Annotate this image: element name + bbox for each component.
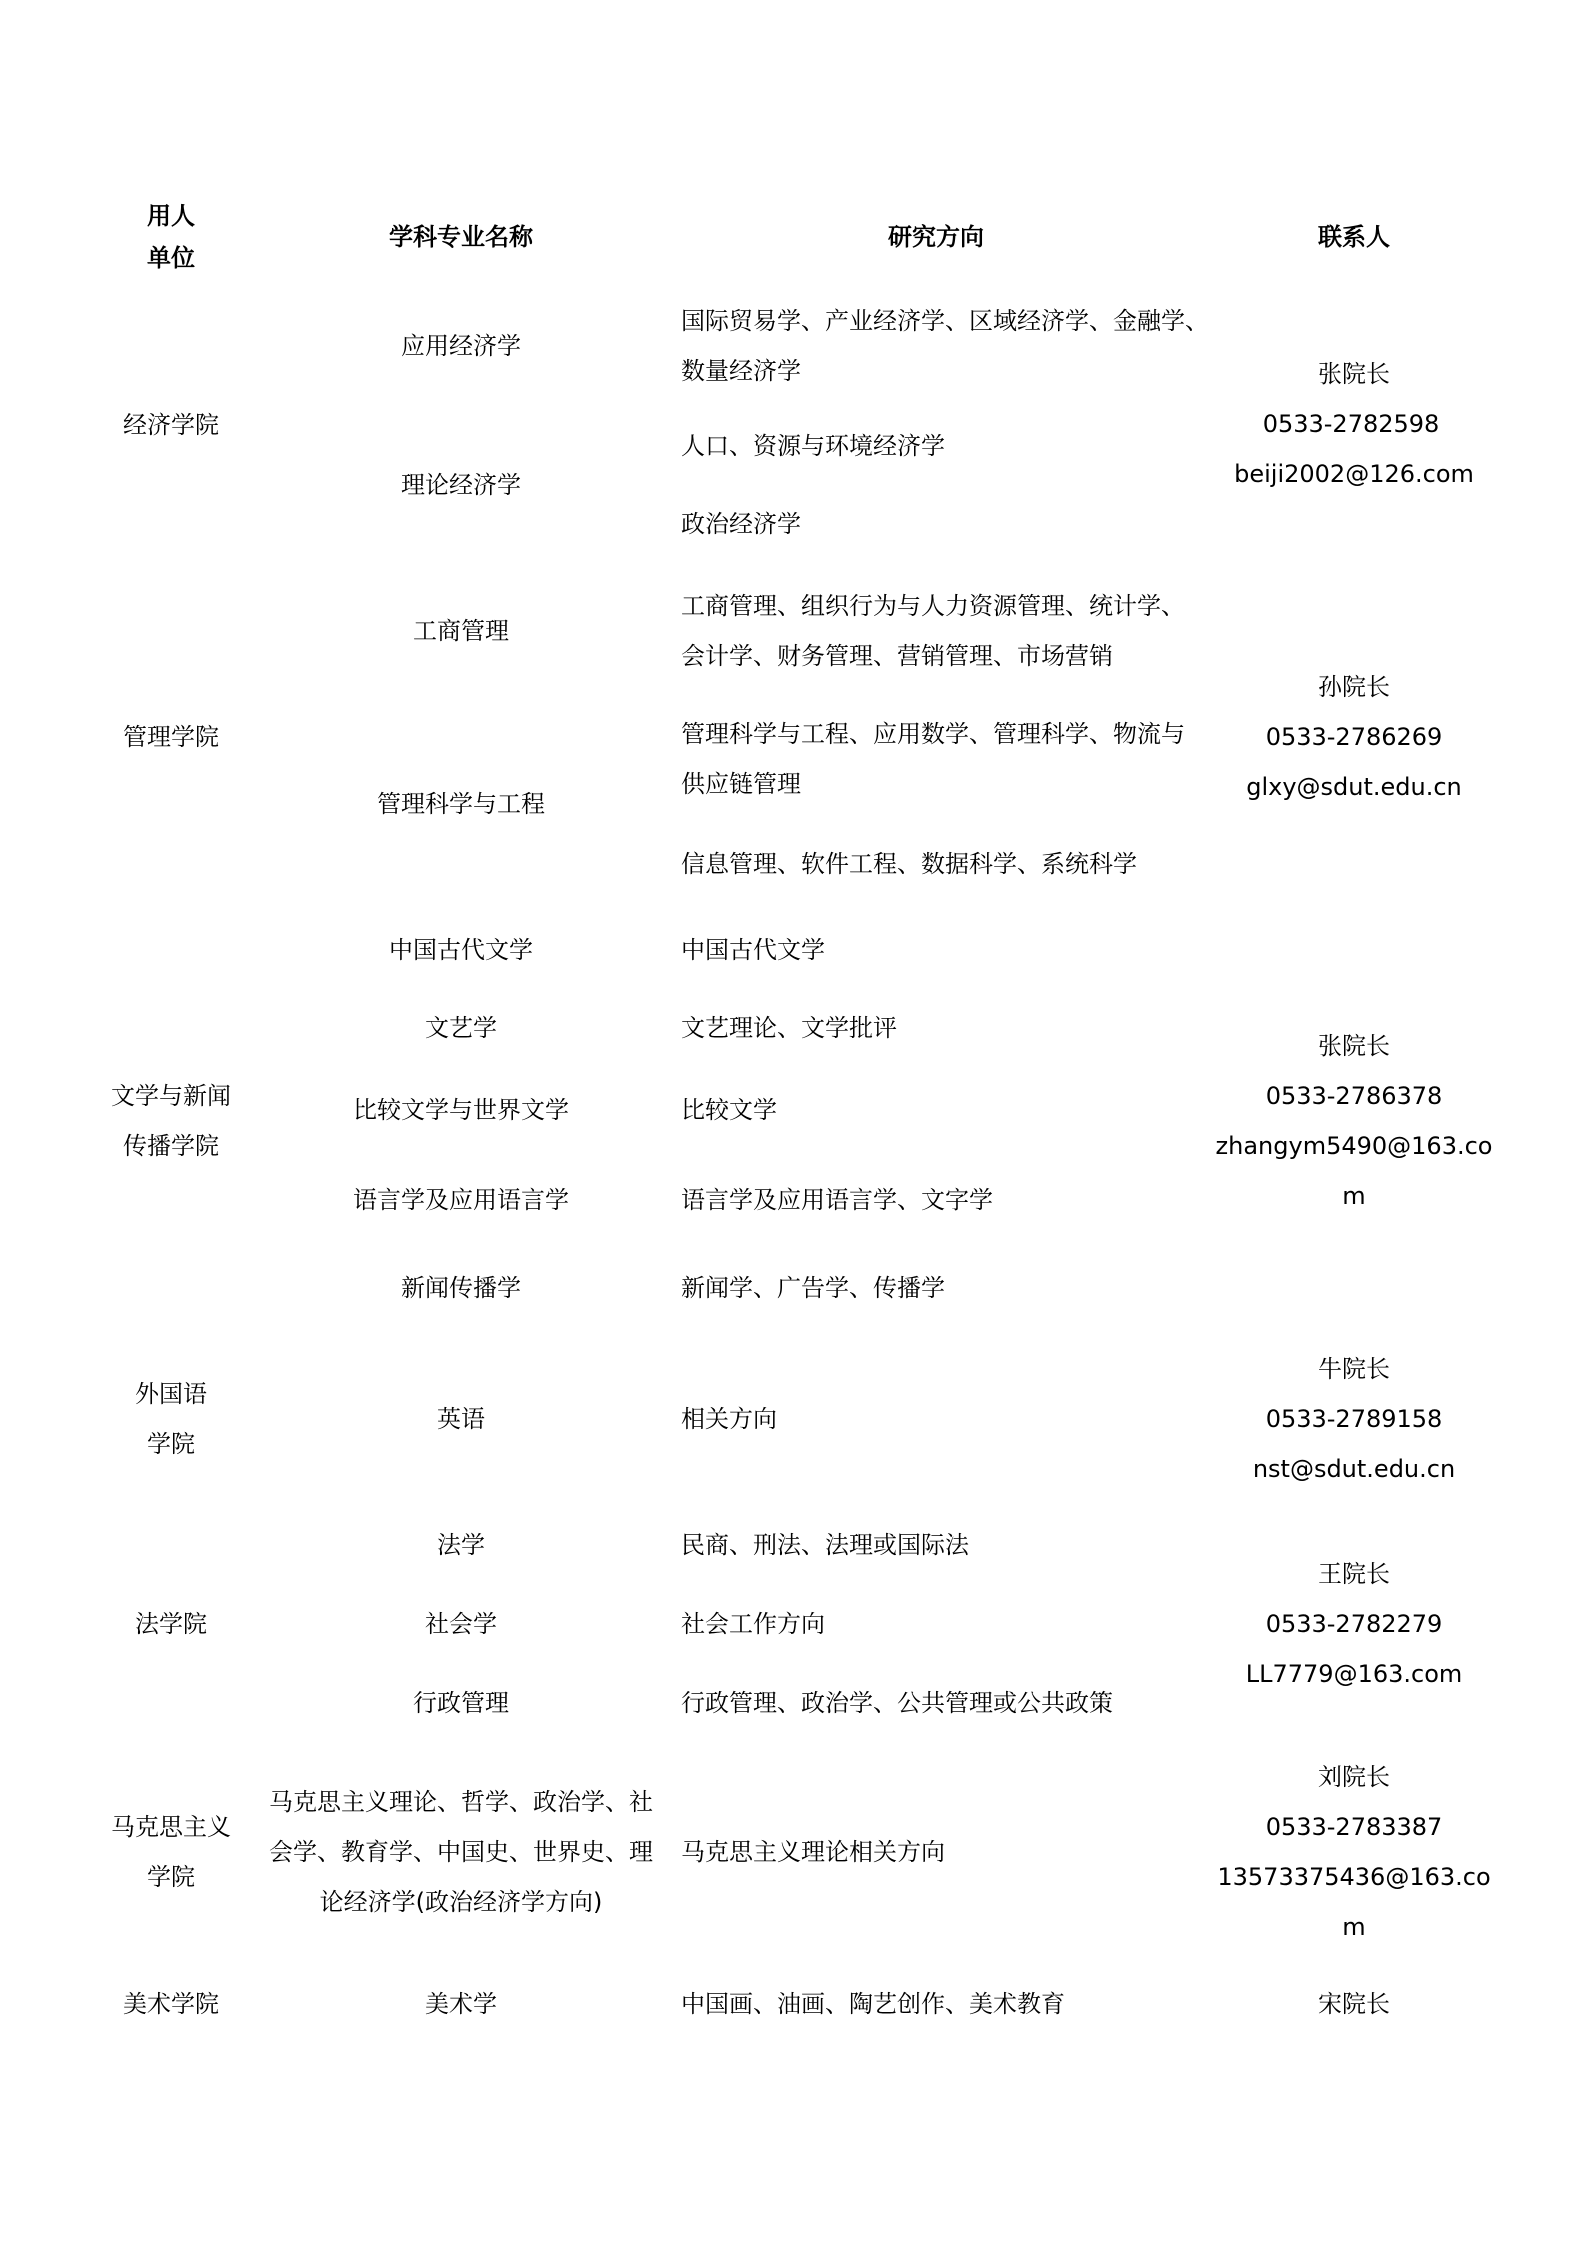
direction-ancient-literature: 中国古代文学 (681, 936, 825, 964)
contact-economics-phone: 0533-2782598 (1262, 410, 1440, 438)
discipline-journalism: 新闻传播学 (401, 1274, 521, 1302)
contact-literature-phone: 0533-2786378 (1265, 1082, 1443, 1110)
discipline-literary-theory: 文艺学 (425, 1014, 497, 1042)
direction-literary-theory: 文艺理论、文学批评 (681, 1014, 897, 1042)
contact-management-email: glxy@sdut.edu.cn (1246, 773, 1462, 801)
direction-business-management-line2: 会计学、财务管理、营销管理、市场营销 (681, 642, 1113, 670)
contact-marxism-email-line1: 13573375436@163.co (1217, 1863, 1491, 1891)
discipline-linguistics: 语言学及应用语言学 (353, 1186, 569, 1214)
contact-economics-name: 张院长 (1318, 360, 1390, 388)
direction-marxism: 马克思主义理论相关方向 (681, 1838, 945, 1866)
direction-political-economics: 政治经济学 (681, 510, 801, 538)
discipline-management-science: 管理科学与工程 (377, 790, 545, 818)
direction-english: 相关方向 (681, 1405, 777, 1433)
discipline-marxism-line2: 会学、教育学、中国史、世界史、理 (269, 1838, 653, 1866)
discipline-english: 英语 (437, 1405, 485, 1433)
direction-public-administration: 行政管理、政治学、公共管理或公共政策 (681, 1689, 1113, 1717)
header-contact: 联系人 (1318, 223, 1390, 251)
discipline-art: 美术学 (425, 1990, 497, 2018)
direction-applied-economics-line2: 数量经济学 (681, 357, 801, 385)
contact-foreign-name: 牛院长 (1318, 1355, 1390, 1383)
contact-art-name: 宋院长 (1318, 1990, 1390, 2018)
discipline-ancient-literature: 中国古代文学 (389, 936, 533, 964)
discipline-business-management: 工商管理 (413, 617, 509, 645)
contact-foreign-email: nst@sdut.edu.cn (1252, 1455, 1456, 1483)
contact-management-name: 孙院长 (1318, 673, 1390, 701)
direction-comparative-literature: 比较文学 (681, 1096, 777, 1124)
contact-economics-email: beiji2002@126.com (1234, 460, 1474, 488)
contact-marxism-email-line2: m (1342, 1913, 1366, 1941)
direction-population-economics: 人口、资源与环境经济学 (681, 432, 945, 460)
direction-law: 民商、刑法、法理或国际法 (681, 1531, 969, 1559)
direction-art: 中国画、油画、陶艺创作、美术教育 (681, 1990, 1065, 2018)
contact-marxism-name: 刘院长 (1318, 1763, 1390, 1791)
unit-economics: 经济学院 (123, 411, 219, 439)
header-unit-line2: 单位 (147, 244, 195, 272)
direction-management-science-line1: 管理科学与工程、应用数学、管理科学、物流与 (681, 720, 1185, 748)
unit-law: 法学院 (135, 1610, 207, 1638)
discipline-sociology: 社会学 (425, 1610, 497, 1638)
unit-foreign-line1: 外国语 (135, 1380, 207, 1408)
contact-marxism-phone: 0533-2783387 (1265, 1813, 1443, 1841)
contact-literature-email-line2: m (1342, 1182, 1366, 1210)
contact-management-phone: 0533-2786269 (1265, 723, 1443, 751)
contact-law-phone: 0533-2782279 (1265, 1610, 1443, 1638)
unit-art: 美术学院 (123, 1990, 219, 2018)
header-direction: 研究方向 (888, 223, 984, 251)
direction-applied-economics-line1: 国际贸易学、产业经济学、区域经济学、金融学、 (681, 307, 1209, 335)
unit-marxism-line1: 马克思主义 (111, 1813, 231, 1841)
unit-literature-line2: 传播学院 (123, 1132, 219, 1160)
discipline-theoretical-economics: 理论经济学 (401, 471, 521, 499)
contact-foreign-phone: 0533-2789158 (1265, 1405, 1443, 1433)
direction-information-management: 信息管理、软件工程、数据科学、系统科学 (681, 850, 1137, 878)
discipline-applied-economics: 应用经济学 (401, 332, 521, 360)
unit-literature-line1: 文学与新闻 (111, 1082, 231, 1110)
contact-law-email: LL7779@163.com (1245, 1660, 1463, 1688)
discipline-marxism-line3: 论经济学(政治经济学方向) (319, 1888, 603, 1916)
direction-journalism: 新闻学、广告学、传播学 (681, 1274, 945, 1302)
direction-business-management-line1: 工商管理、组织行为与人力资源管理、统计学、 (681, 592, 1185, 620)
header-unit-line1: 用人 (147, 202, 195, 230)
contact-law-name: 王院长 (1318, 1560, 1390, 1588)
discipline-marxism-line1: 马克思主义理论、哲学、政治学、社 (269, 1788, 653, 1816)
direction-management-science-line2: 供应链管理 (681, 770, 801, 798)
contact-literature-email-line1: zhangym5490@163.co (1215, 1132, 1493, 1160)
discipline-public-administration: 行政管理 (413, 1689, 509, 1717)
direction-linguistics: 语言学及应用语言学、文字学 (681, 1186, 993, 1214)
unit-management: 管理学院 (123, 723, 219, 751)
header-discipline: 学科专业名称 (389, 223, 533, 251)
unit-foreign-line2: 学院 (147, 1430, 195, 1458)
unit-marxism-line2: 学院 (147, 1863, 195, 1891)
contact-literature-name: 张院长 (1318, 1032, 1390, 1060)
discipline-law: 法学 (437, 1531, 485, 1559)
discipline-comparative-literature: 比较文学与世界文学 (353, 1096, 569, 1124)
direction-sociology: 社会工作方向 (681, 1610, 825, 1638)
